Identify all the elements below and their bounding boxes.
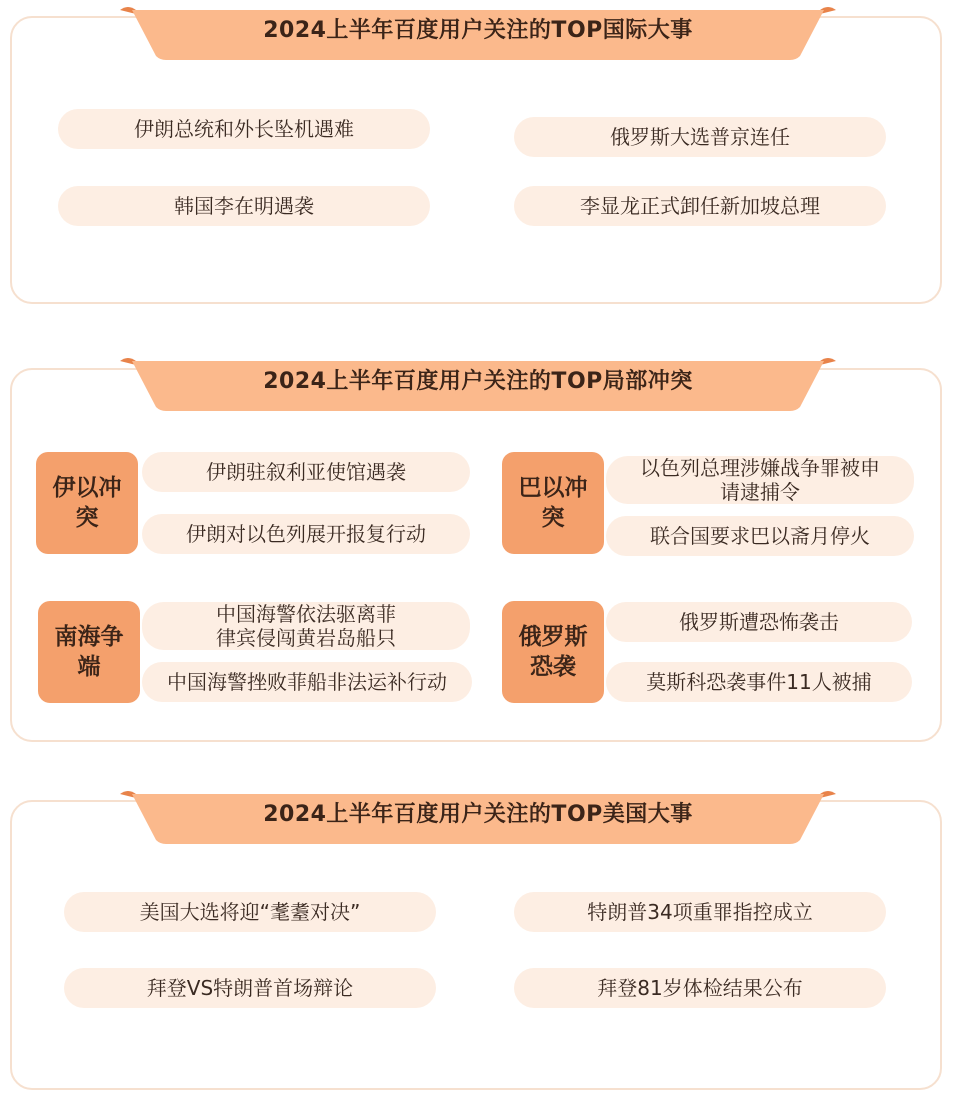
us-item-1: 美国大选将迎“耄耋对决”: [64, 892, 436, 932]
us-item-4: 拜登81岁体检结果公布: [514, 968, 886, 1008]
conflict-palestine-israel-item-1: 以色列总理涉嫌战争罪被申请逮捕令: [606, 456, 914, 504]
section-us-title: 2024上半年百度用户关注的TOP美国大事: [263, 802, 693, 827]
conflict-russia-terror-tag: 俄罗斯恐袭: [502, 601, 604, 703]
conflict-palestine-israel-tag: 巴以冲突: [502, 452, 604, 554]
conflict-iran-israel-item-1: 伊朗驻叙利亚使馆遇袭: [142, 452, 470, 492]
international-item-2: 俄罗斯大选普京连任: [514, 117, 886, 157]
us-item-2: 特朗普34项重罪指控成立: [514, 892, 886, 932]
conflict-south-china-sea-item-1: 中国海警依法驱离菲律宾侵闯黄岩岛船只: [142, 602, 470, 650]
section-conflict-title: 2024上半年百度用户关注的TOP局部冲突: [263, 369, 693, 394]
conflict-iran-israel-tag: 伊以冲突: [36, 452, 138, 554]
conflict-iran-israel-item-2: 伊朗对以色列展开报复行动: [142, 514, 470, 554]
conflict-russia-terror-item-1: 俄罗斯遭恐怖袭击: [606, 602, 912, 642]
section-international-title: 2024上半年百度用户关注的TOP国际大事: [263, 18, 693, 43]
conflict-south-china-sea-tag: 南海争端: [38, 601, 140, 703]
international-item-1: 伊朗总统和外长坠机遇难: [58, 109, 430, 149]
conflict-south-china-sea-item-2: 中国海警挫败菲船非法运补行动: [142, 662, 472, 702]
section-conflict-banner: [120, 355, 836, 407]
international-item-4: 李显龙正式卸任新加坡总理: [514, 186, 886, 226]
us-item-3: 拜登VS特朗普首场辩论: [64, 968, 436, 1008]
section-us-banner: [120, 788, 836, 840]
conflict-russia-terror-item-2: 莫斯科恐袭事件11人被捕: [606, 662, 912, 702]
section-international-banner: [120, 4, 836, 56]
international-item-3: 韩国李在明遇袭: [58, 186, 430, 226]
conflict-palestine-israel-item-2: 联合国要求巴以斋月停火: [606, 516, 914, 556]
